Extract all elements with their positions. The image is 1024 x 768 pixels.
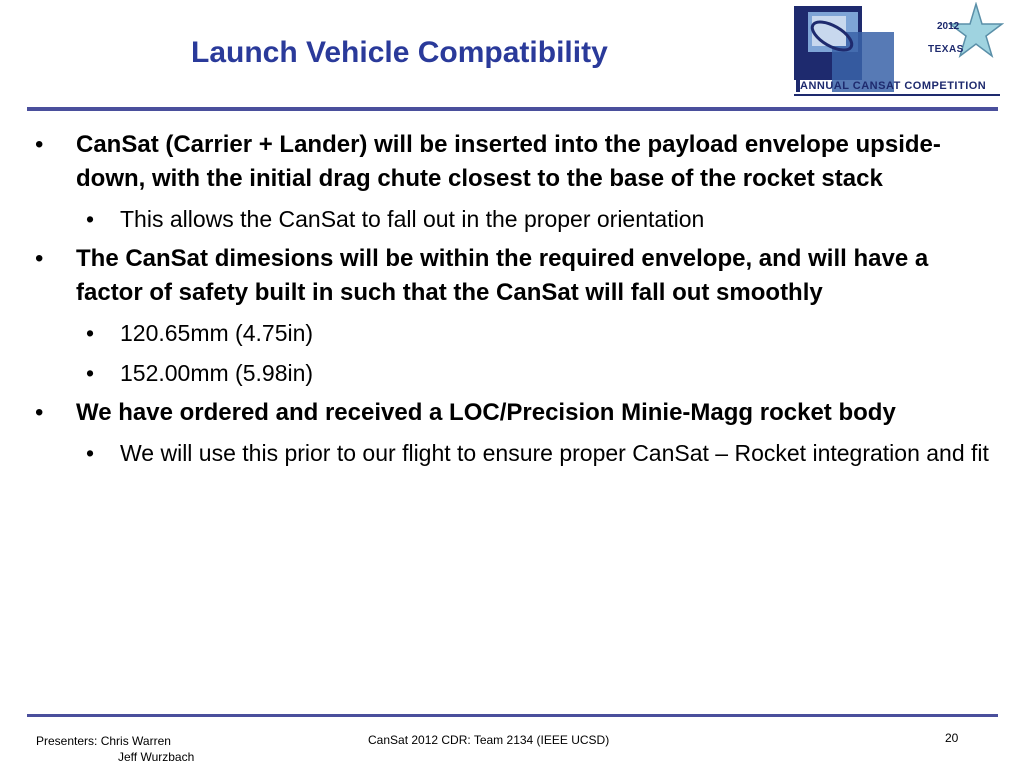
bullet-glyph: • (35, 245, 44, 272)
header-divider (27, 107, 998, 111)
sub-bullet (27, 316, 997, 350)
sub-bullet (27, 436, 997, 470)
bullet-glyph: • (35, 399, 44, 426)
slide-content (27, 128, 997, 476)
logo-state: TEXAS (928, 44, 964, 55)
sub-bullet-text: 120.65mm (4.75in) (120, 320, 314, 346)
bullet-glyph: • (86, 440, 95, 466)
footer-divider (27, 714, 998, 717)
bullet-glyph: • (86, 320, 95, 346)
bullet-text: We have ordered and received a LOC/Precision Minie-Magg rocket body (76, 399, 896, 426)
bullet-3 (27, 396, 997, 430)
bullet-text: CanSat (Carrier + Lander) will be inserted into the payload envelope upside-down, with the initial drag chute closest to the base of the rocket stack (76, 131, 941, 192)
sub-bullet (27, 356, 997, 390)
footer-team: CanSat 2012 CDR: Team 2134 (IEEE UCSD) (368, 733, 610, 747)
bullet-text: The CanSat dimesions will be within the required envelope, and will have a factor of safety built in such that the CanSat will fall out smoothly (76, 245, 929, 306)
bullet-2 (27, 242, 997, 310)
sub-bullet-text: This allows the CanSat to fall out in the proper orientation (120, 206, 705, 232)
bullet-glyph: • (86, 360, 95, 386)
sub-bullet (27, 202, 997, 236)
sub-bullet-text: 152.00mm (5.98in) (120, 360, 314, 386)
slide-title: Launch Vehicle Compatibility (191, 36, 608, 69)
logo-year: 2012 (937, 21, 960, 32)
sub-bullet-text: We will use this prior to our flight to ensure proper CanSat – Rocket integration and fit (120, 440, 989, 466)
logo-caption: ANNUAL CANSAT COMPETITION (800, 80, 987, 92)
bullet-glyph: • (86, 206, 95, 232)
bullet-glyph: • (35, 131, 44, 158)
bullet-1 (27, 128, 997, 196)
page-number: 20 (945, 731, 959, 745)
presenter-2: Jeff Wurzbach (118, 750, 195, 764)
presenters (36, 733, 194, 765)
presenter-1: Presenters: Chris Warren (36, 734, 171, 748)
